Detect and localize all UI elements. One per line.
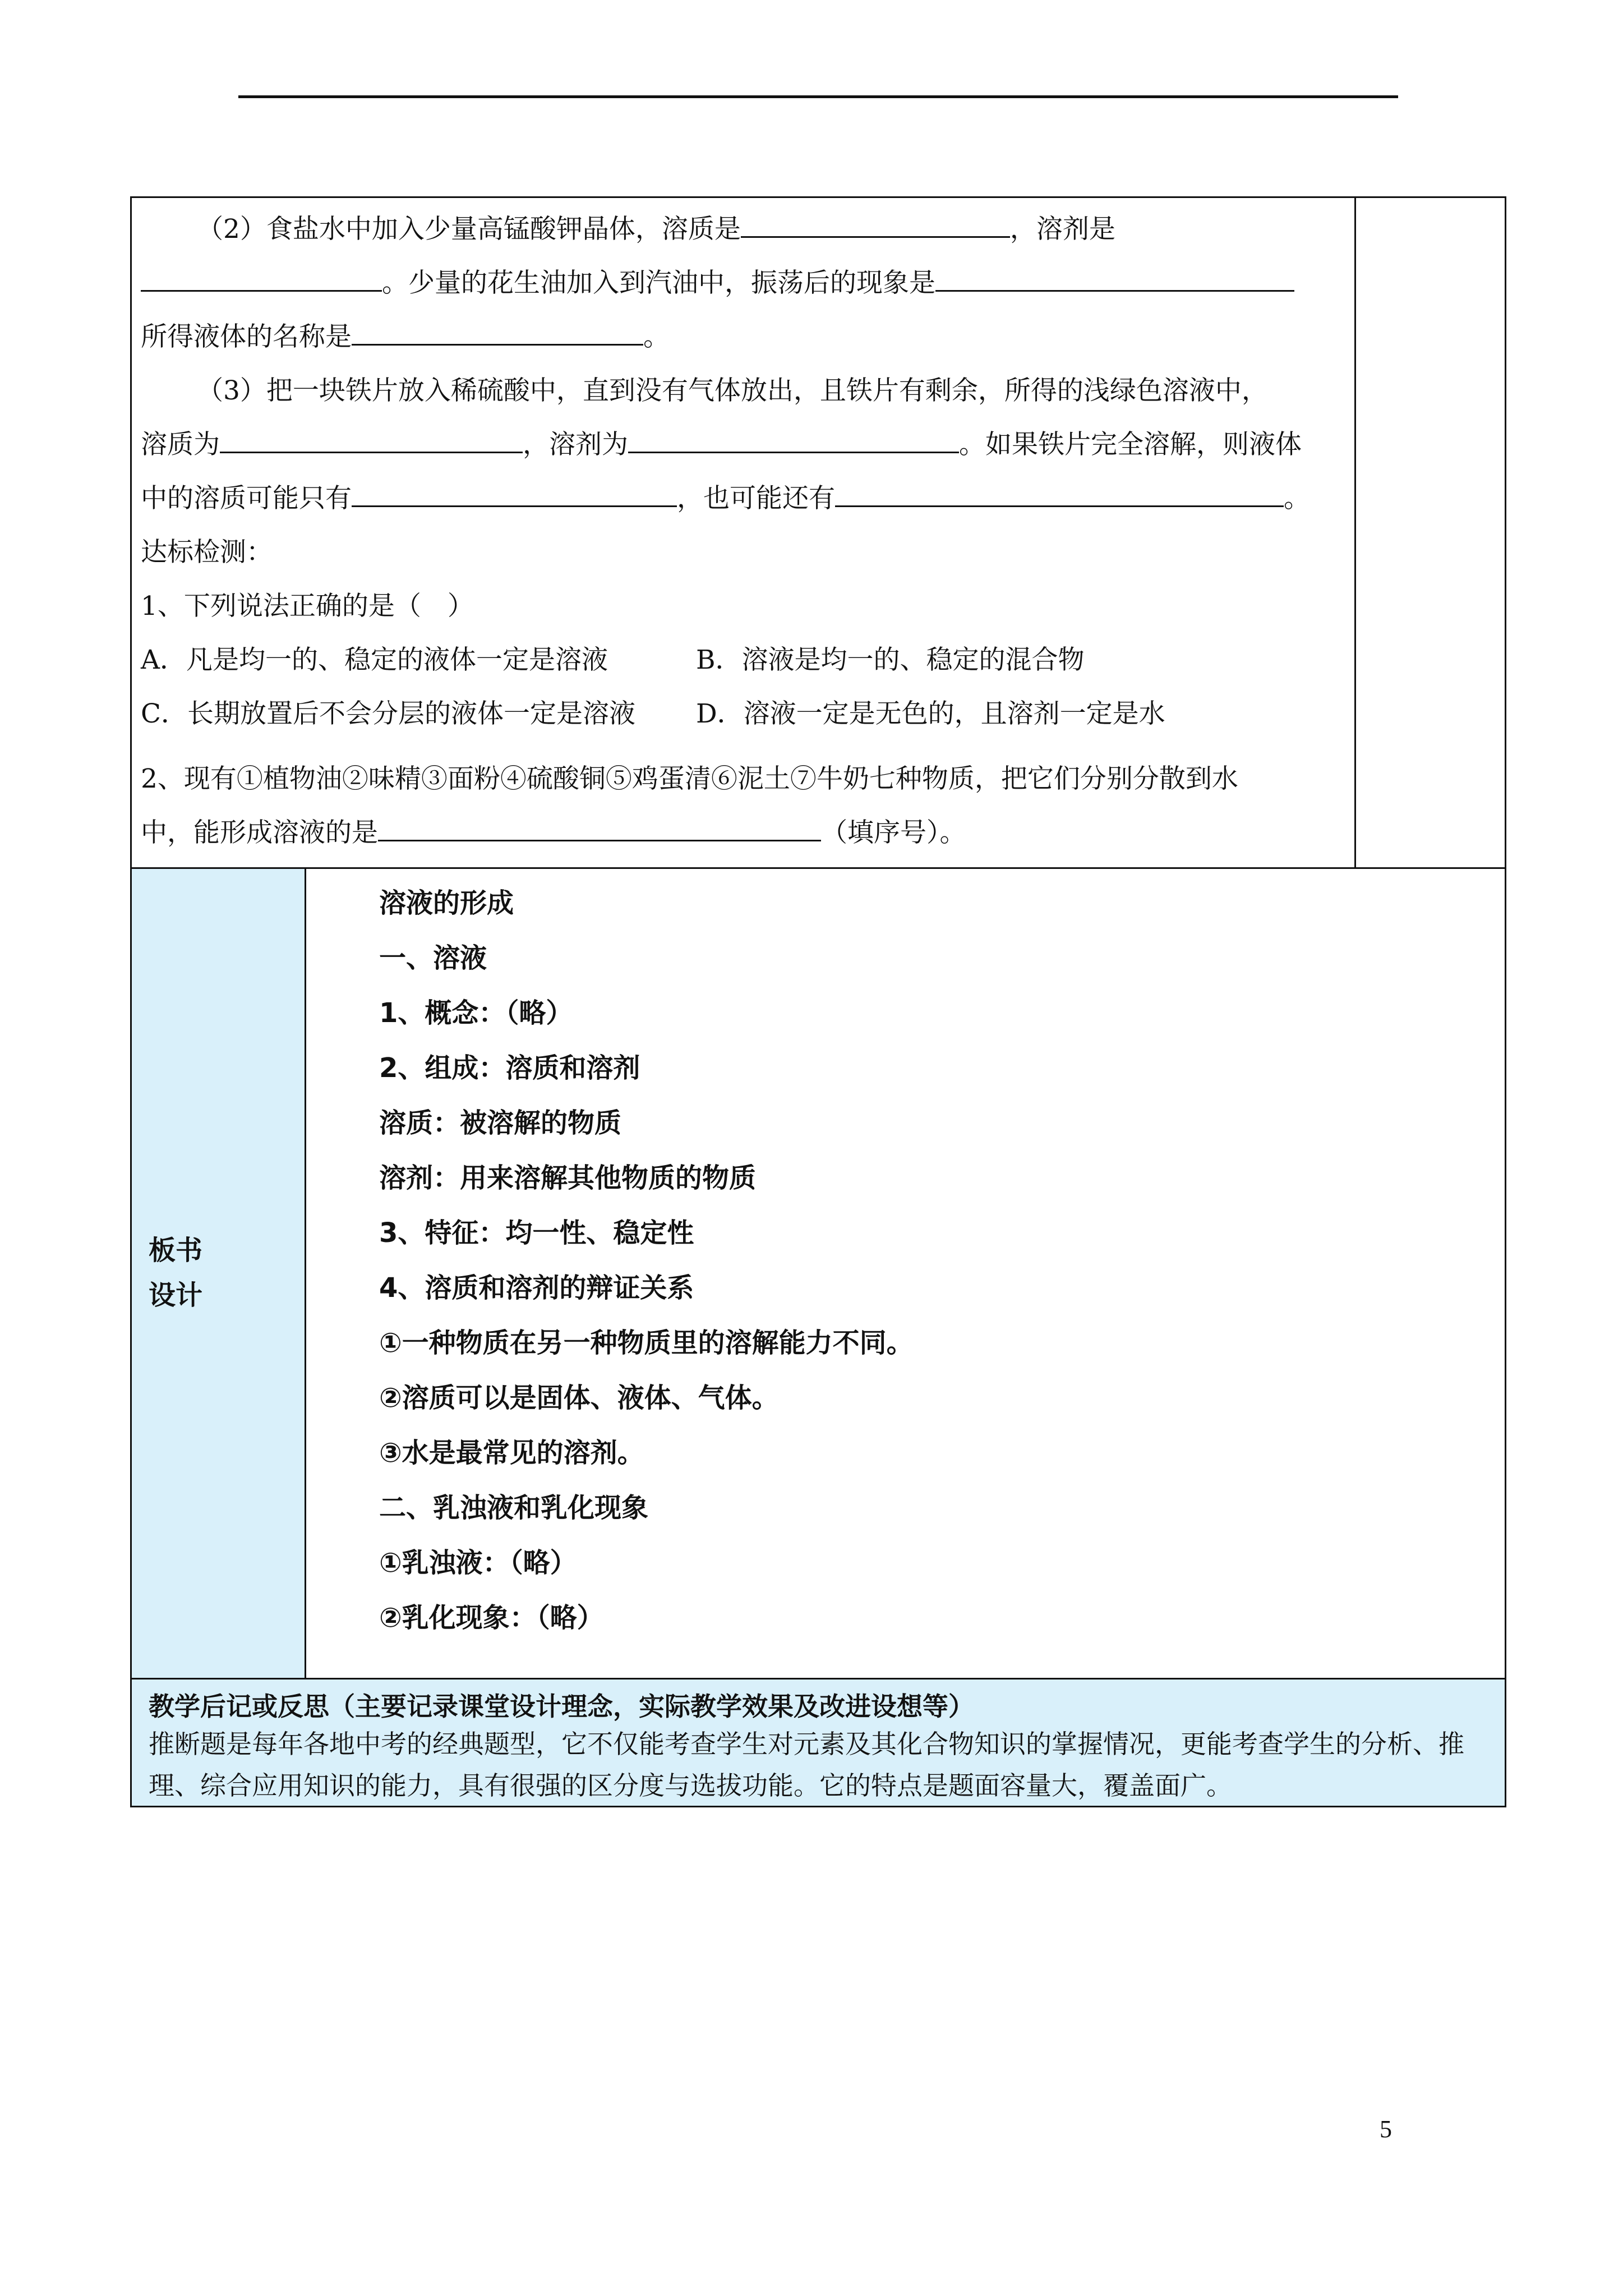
question-3-line-1: （3）把一块铁片放入稀硫酸中，直到没有气体放出，且铁片有剩余，所得的浅绿色溶液中， [197, 375, 1268, 406]
reflection-title: 教学后记或反思（主要记录课堂设计理念，实际教学效果及改进设想等） [149, 1691, 974, 1722]
check-options-row-2 [141, 687, 1350, 741]
board-line: 一、溶液 [379, 942, 487, 974]
check-options-row-1 [141, 633, 1350, 687]
page-number: 5 [1380, 2115, 1392, 2143]
lesson-table [130, 196, 1506, 1807]
answer-blank[interactable] [352, 477, 677, 507]
board-line: 溶剂：用来溶解其他物质的物质 [379, 1162, 757, 1194]
board-line: 4、溶质和溶剂的辩证关系 [379, 1272, 694, 1304]
board-design-label: 板书 [149, 1235, 203, 1266]
exercise-cell [132, 198, 1356, 867]
option-a: A．凡是均一的、稳定的液体一定是溶液 [141, 645, 608, 675]
exercise-row [132, 198, 1505, 869]
answer-blank[interactable] [741, 208, 1010, 238]
board-line: 1、概念：（略） [379, 997, 573, 1029]
check-question-1: 1、下列说法正确的是（ ） [141, 591, 474, 622]
option-b: B．溶液是均一的、稳定的混合物 [696, 645, 1085, 675]
board-design-content [306, 869, 1505, 1678]
question-3-line-3: 中的溶质可能只有 ，也可能还有 。 [141, 472, 1350, 526]
board-line: 溶液的形成 [379, 887, 514, 919]
board-line: ①一种物质在另一种物质里的溶解能力不同。 [379, 1327, 914, 1359]
answer-blank[interactable] [628, 424, 959, 453]
header-rule [238, 95, 1398, 98]
question-3-line-2: 溶质为 ，溶剂为 。如果铁片完全溶解，则液体 [141, 418, 1350, 472]
board-line: 溶质：被溶解的物质 [379, 1107, 622, 1139]
reflection-row [132, 1680, 1505, 1806]
board-line: 2、组成：溶质和溶剂 [379, 1052, 640, 1084]
answer-blank[interactable] [220, 424, 523, 453]
check-question-2-line-1: 2、现有①植物油②味精③面粉④硫酸铜⑤鸡蛋清⑥泥土⑦牛奶七种物质，把它们分别分散到水 [141, 763, 1238, 794]
board-design-label-cell [132, 869, 306, 1678]
board-design-row [132, 869, 1505, 1680]
option-d: D．溶液一定是无色的，且溶剂一定是水 [696, 698, 1165, 729]
board-line: 3、特征：均一性、稳定性 [379, 1217, 694, 1249]
question-2-line-2: 。少量的花生油加入到汽油中，振荡后的现象是 [141, 256, 1350, 310]
answer-blank[interactable] [141, 262, 382, 292]
question-2-line-3: 所得液体的名称是 。 [141, 310, 1350, 364]
answer-blank[interactable] [378, 812, 821, 841]
check-title: 达标检测： [141, 537, 273, 568]
board-design-label: 设计 [149, 1280, 203, 1311]
check-question-2-line-2: 中，能形成溶液的是 （填序号）。 [141, 806, 1350, 860]
board-line: 二、乳浊液和乳化现象 [379, 1492, 649, 1524]
board-line: ③水是最常见的溶剂。 [379, 1437, 644, 1469]
question-2-line-1: （2）食盐水中加入少量高锰酸钾晶体，溶质是 ，溶剂是 [141, 203, 1350, 256]
board-line: ②溶质可以是固体、液体、气体。 [379, 1382, 779, 1414]
answer-blank[interactable] [352, 316, 643, 346]
board-line: ①乳浊液：（略） [379, 1547, 577, 1579]
answer-blank[interactable] [935, 262, 1294, 292]
board-line: ②乳化现象：（略） [379, 1602, 604, 1634]
reflection-text: 推断题是每年各地中考的经典题型，它不仅能考查学生对元素及其化合物知识的掌握情况，更能考查学生的分析、推理、综合应用知识的能力，具有很强的区分度与选拔功能。它的特点是题面容量大，覆盖面广。 [149, 1729, 1464, 1801]
option-c: C．长期放置后不会分层的液体一定是溶液 [141, 698, 635, 729]
answer-blank[interactable] [835, 477, 1284, 507]
